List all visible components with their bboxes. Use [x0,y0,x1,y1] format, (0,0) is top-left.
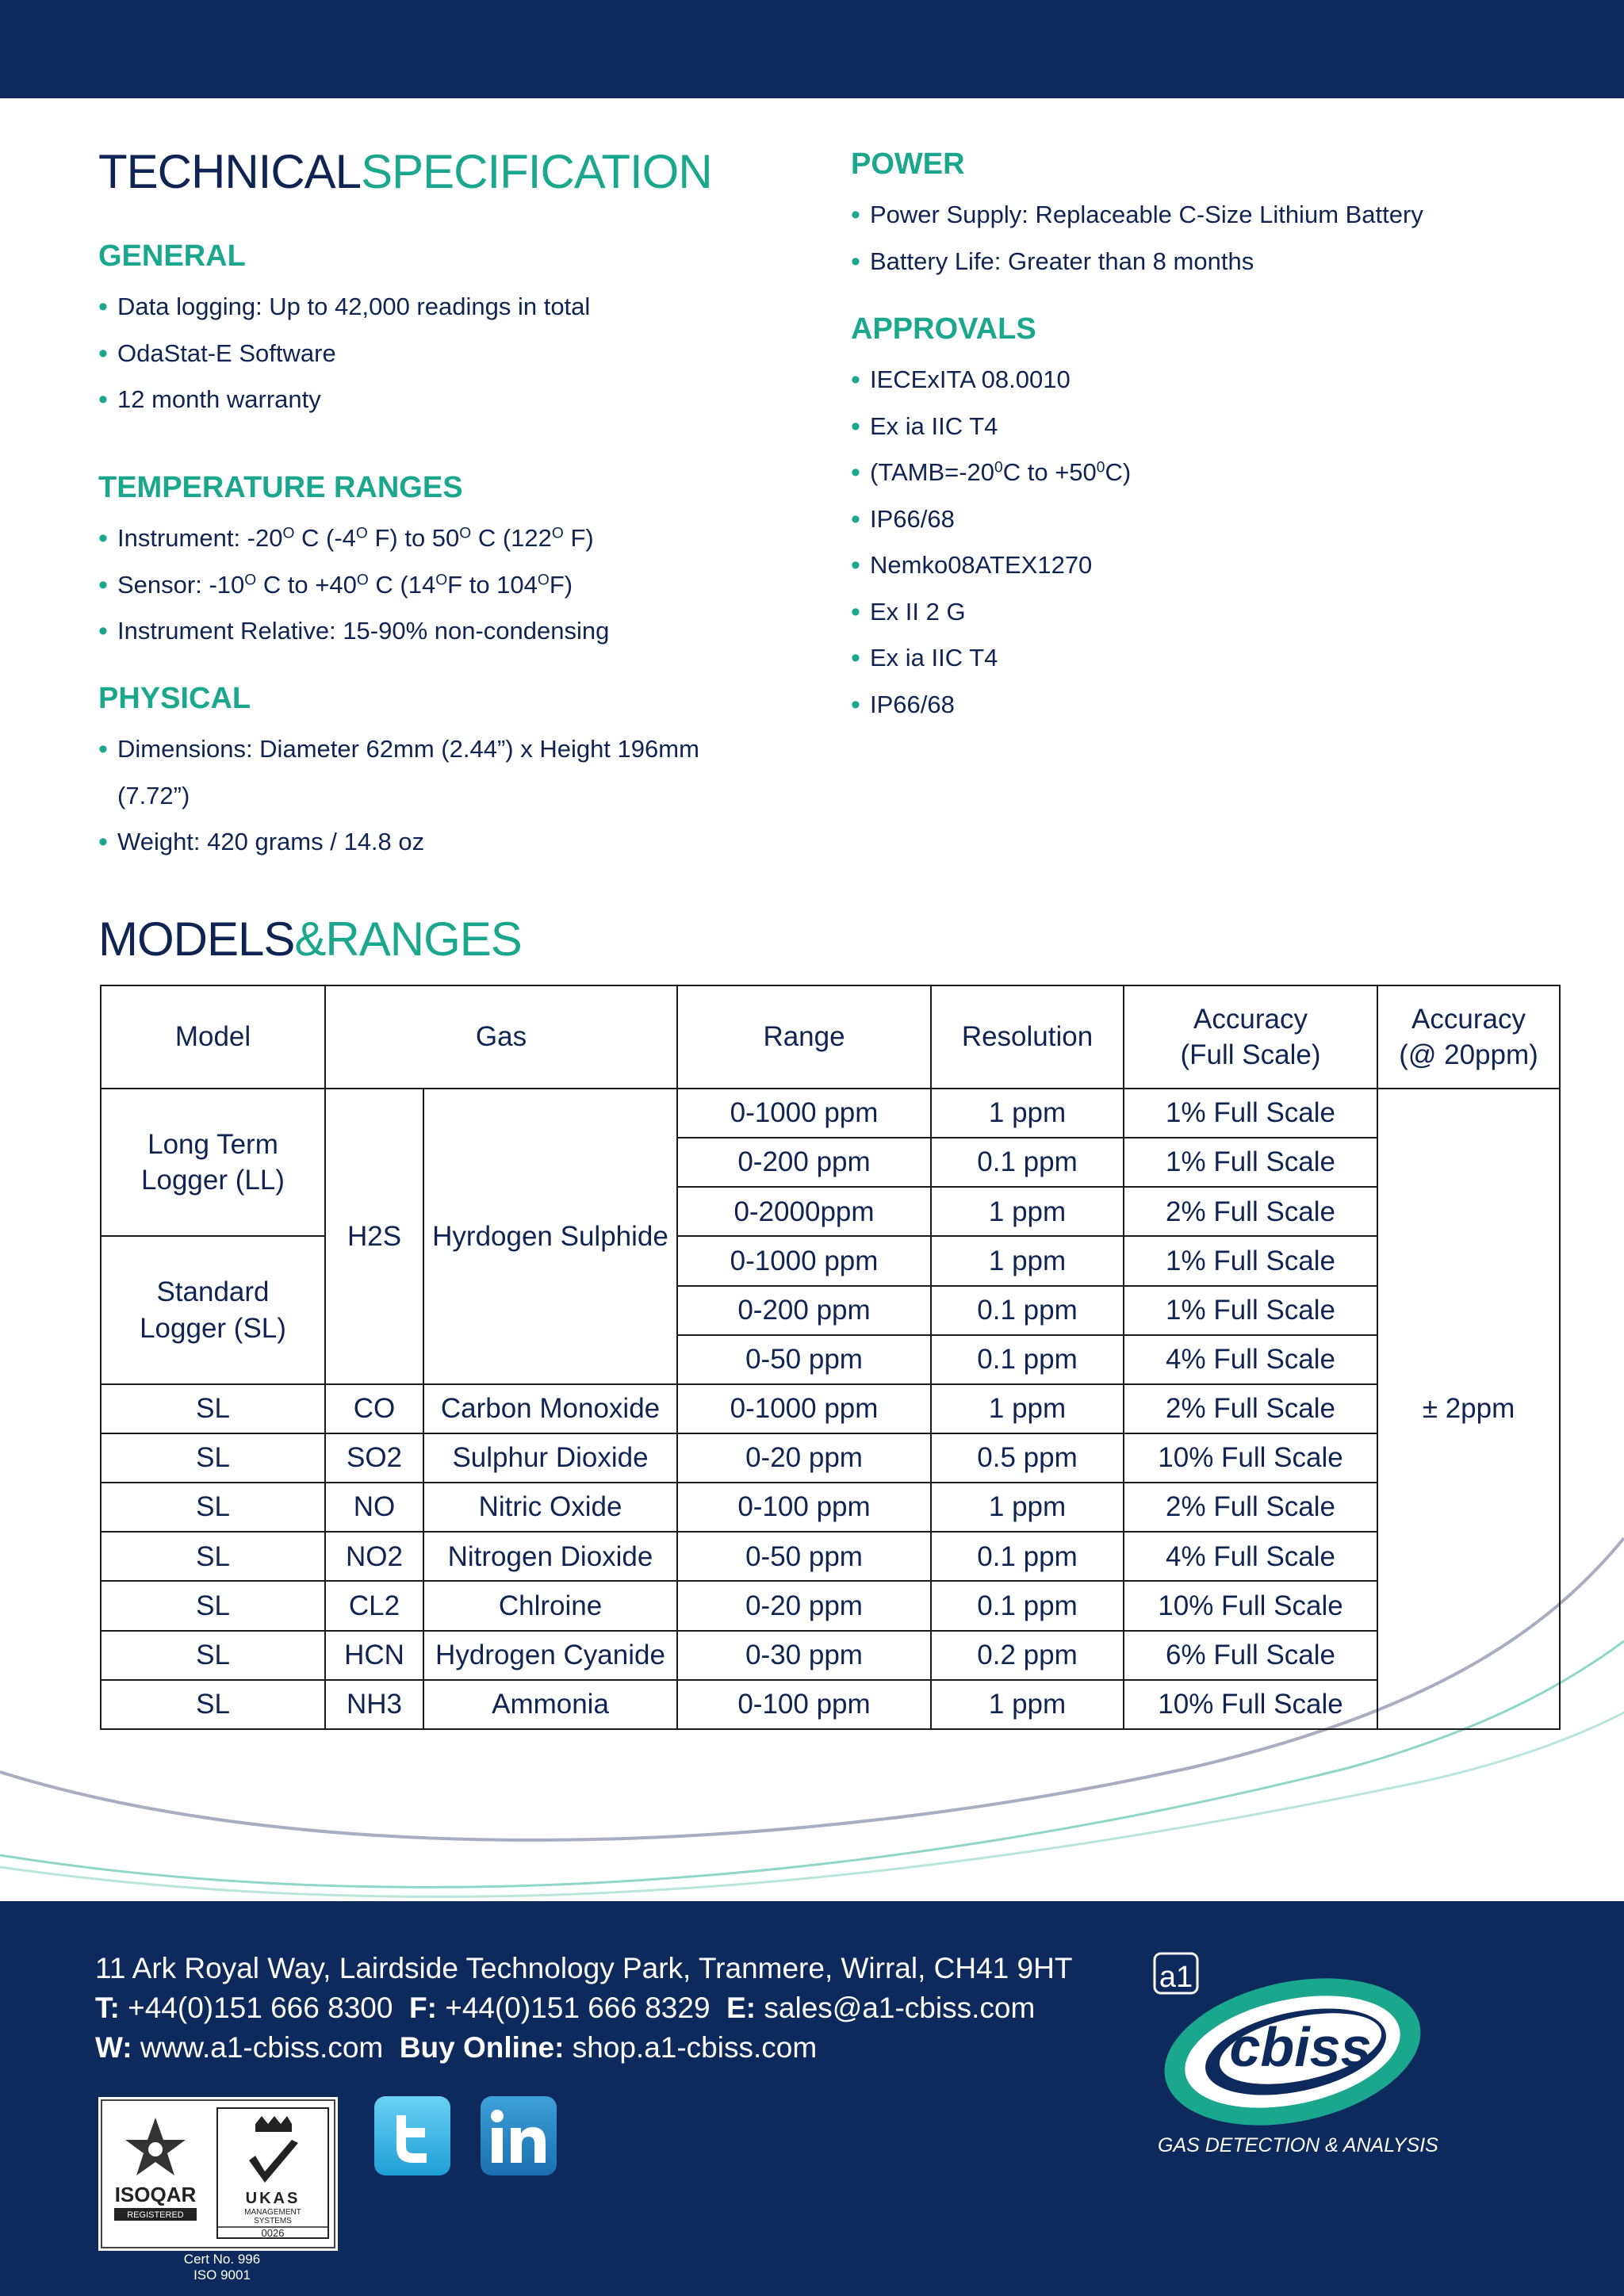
accuracy-cell: 1% Full Scale [1124,1286,1377,1335]
approval-item: • Ex ia IIC T4 [851,635,1565,682]
model-cell: SL [101,1483,325,1532]
table-row [101,1433,1560,1483]
cert-number: Cert No. 996 [183,2252,261,2267]
resolution-cell: 0.1 ppm [931,1335,1124,1384]
table-row [101,1581,1560,1630]
header-accuracy-full-scale: Accuracy (Full Scale) [1124,985,1377,1089]
temperature-title: TEMPERATURE RANGES [98,471,463,504]
svg-text:REGISTERED: REGISTERED [127,2210,184,2220]
model-cell: SL [101,1532,325,1581]
range-cell: 0-30 ppm [677,1631,931,1680]
gas-name-cell: Nitrogen Dioxide [423,1532,677,1581]
gas-name-cell: Ammonia [423,1680,677,1729]
range-cell: 0-20 ppm [677,1433,931,1483]
range-cell: 0-100 ppm [677,1483,931,1532]
resolution-cell: 1 ppm [931,1483,1124,1532]
model-cell: SL [101,1631,325,1680]
table-header-row [101,985,1560,1089]
approvals-list [851,357,1565,728]
accuracy-cell: 4% Full Scale [1124,1335,1377,1384]
approval-item: • Ex ia IIC T4 [851,404,1565,450]
accuracy-cell: 2% Full Scale [1124,1384,1377,1433]
table-row [101,1532,1560,1581]
models-ranges-heading [98,912,522,966]
physical-list [98,726,749,866]
range-cell: 0-200 ppm [677,1286,931,1335]
models-heading-part-2: &RANGES [294,913,522,966]
power-list [851,192,1565,285]
temperature-relative: • Instrument Relative: 15-90% non-condensing [98,608,812,655]
gas-code-cell: NO2 [325,1532,423,1581]
gas-code-cell: NO [325,1483,423,1532]
model-sl: Standard Logger (SL) [101,1236,325,1383]
header-range: Range [677,985,931,1089]
isoqar-ukas-logo [98,2097,338,2251]
gas-name-cell: Chlroine [423,1581,677,1630]
accuracy-cell: 1% Full Scale [1124,1138,1377,1187]
power-item: • Battery Life: Greater than 8 months [851,239,1565,285]
footer-website-link[interactable]: www.a1-cbiss.com [140,2031,384,2064]
power-item: • Power Supply: Replaceable C-Size Lithium Battery [851,192,1565,239]
temperature-list [98,515,812,655]
power-title: POWER [851,147,965,181]
header-gas: Gas [325,985,677,1089]
range-cell: 0-50 ppm [677,1335,931,1384]
cert-standard: ISO 9001 [193,2267,251,2283]
gas-code-cell: CO [325,1384,423,1433]
models-ranges-table [100,985,1561,1730]
temperature-sensor: • Sensor: $-10^O$ C to $+40^O$ C ($14^OF$ to $104^OF$) [98,562,812,609]
approval-item: • Nemko08ATEX1270 [851,542,1565,589]
gas-code-cell: HCN [325,1631,423,1680]
model-cell: SL [101,1433,325,1483]
heading-part-1: TECHNICAL [98,145,362,198]
gas-name-cell: Hydrogen Cyanide [423,1631,677,1680]
resolution-cell: 0.1 ppm [931,1532,1124,1581]
general-item: • Data logging: Up to 42,000 readings in total [98,284,780,331]
physical-item: • Weight: 420 grams / 14.8 oz [98,819,749,866]
accuracy-cell: 2% Full Scale [1124,1483,1377,1532]
certification-logos [98,2097,338,2251]
temperature-instrument: • Instrument: $-20^O$ C ($-4^O$ F) to $50^O$ C ($122^O$ F) [98,515,812,562]
gas-code-cell: SO2 [325,1433,423,1483]
accuracy-cell: 6% Full Scale [1124,1631,1377,1680]
twitter-icon[interactable] [374,2096,450,2175]
table-row [101,1483,1560,1532]
header-model: Model [101,985,325,1089]
a1-cbiss-logo [1150,1949,1451,2131]
general-item: • OdaStat-E Software [98,331,780,377]
footer-web-line: W: www.a1-cbiss.com Buy Online: shop.a1-cbiss.com [95,2031,818,2064]
approvals-title: APPROVALS [851,312,1036,346]
header-accuracy-20ppm: Accuracy (@ 20ppm) [1377,985,1560,1089]
gas-code-cell: CL2 [325,1581,423,1630]
model-cell: SL [101,1581,325,1630]
general-list [98,284,780,423]
header-resolution: Resolution [931,985,1124,1089]
footer-email-link[interactable]: sales@a1-cbiss.com [764,1992,1036,2024]
model-ll: Long Term Logger (LL) [101,1089,325,1236]
technical-specification-heading [98,144,712,199]
gas-name-cell: Nitric Oxide [423,1483,677,1532]
model-cell: SL [101,1384,325,1433]
table-row [101,1631,1560,1680]
footer-fax: +44(0)151 666 8329 [445,1992,710,2024]
gas-name-h2s: Hyrdogen Sulphide [423,1089,677,1384]
range-cell: 0-2000ppm [677,1187,931,1236]
footer-phone[interactable]: +44(0)151 666 8300 [128,1992,393,2024]
range-cell: 0-20 ppm [677,1581,931,1630]
general-item: • 12 month warranty [98,377,780,423]
resolution-cell: 0.2 ppm [931,1631,1124,1680]
range-cell: 0-1000 ppm [677,1089,931,1138]
resolution-cell: 1 ppm [931,1384,1124,1433]
svg-text:cbiss: cbiss [1229,2016,1372,2078]
resolution-cell: 1 ppm [931,1187,1124,1236]
accuracy-cell: 2% Full Scale [1124,1187,1377,1236]
svg-text:0026: 0026 [261,2227,285,2239]
approval-item: • IECExITA 08.0010 [851,357,1565,404]
svg-text:MANAGEMENT: MANAGEMENT [244,2208,301,2217]
resolution-cell: 0.5 ppm [931,1433,1124,1483]
table-row [101,1089,1560,1138]
accuracy-cell: 4% Full Scale [1124,1532,1377,1581]
resolution-cell: 1 ppm [931,1236,1124,1285]
model-cell: SL [101,1680,325,1729]
approval-item: • IP66/68 [851,496,1565,543]
accuracy-cell: 1% Full Scale [1124,1236,1377,1285]
table-row [101,1384,1560,1433]
gas-code-cell: NH3 [325,1680,423,1729]
top-banner [0,0,1624,98]
accuracy-cell: 10% Full Scale [1124,1433,1377,1483]
range-cell: 0-1000 ppm [677,1384,931,1433]
range-cell: 0-1000 ppm [677,1236,931,1285]
company-tagline: GAS DETECTION & ANALYSIS [1158,2134,1438,2156]
accuracy-cell: 1% Full Scale [1124,1089,1377,1138]
approval-item: • IP66/68 [851,682,1565,729]
resolution-cell: 0.1 ppm [931,1286,1124,1335]
accuracy-cell: 10% Full Scale [1124,1581,1377,1630]
svg-text:UKAS: UKAS [245,2190,301,2207]
linkedin-icon[interactable] [481,2096,557,2175]
general-title: GENERAL [98,239,246,273]
physical-item: • Dimensions: Diameter 62mm (2.44”) x Height 196mm (7.72”) [98,726,749,819]
svg-text:SYSTEMS: SYSTEMS [254,2217,292,2225]
models-heading-part-1: MODELS [98,913,295,966]
approval-item-tamb: • ($TAMB=-20^0C$ to $+50^0C$) [851,450,1565,496]
gas-name-cell: Carbon Monoxide [423,1384,677,1433]
heading-part-2: SPECIFICATION [361,145,712,198]
gas-code-h2s: H2S [325,1089,423,1384]
table-row [101,1236,1560,1285]
resolution-cell: 1 ppm [931,1680,1124,1729]
svg-text:a1: a1 [1159,1961,1193,1994]
physical-title: PHYSICAL [98,682,251,715]
range-cell: 0-100 ppm [677,1680,931,1729]
range-cell: 0-200 ppm [677,1138,931,1187]
resolution-cell: 1 ppm [931,1089,1124,1138]
resolution-cell: 0.1 ppm [931,1138,1124,1187]
accuracy-20ppm-value: ± 2ppm [1377,1089,1560,1729]
svg-text:ISOQAR: ISOQAR [114,2183,197,2206]
approval-item: • Ex II 2 G [851,589,1565,636]
table-row [101,1680,1560,1729]
footer-contact-line: T: +44(0)151 666 8300 F: +44(0)151 666 8329 E: sales@a1-cbiss.com [95,1992,1036,2024]
footer-address: 11 Ark Royal Way, Lairdside Technology Park, Tranmere, Wirral, CH41 9HT [95,1952,1073,1984]
footer-shop-link[interactable]: shop.a1-cbiss.com [572,2031,818,2064]
resolution-cell: 0.1 ppm [931,1581,1124,1630]
gas-name-cell: Sulphur Dioxide [423,1433,677,1483]
range-cell: 0-50 ppm [677,1532,931,1581]
accuracy-cell: 10% Full Scale [1124,1680,1377,1729]
